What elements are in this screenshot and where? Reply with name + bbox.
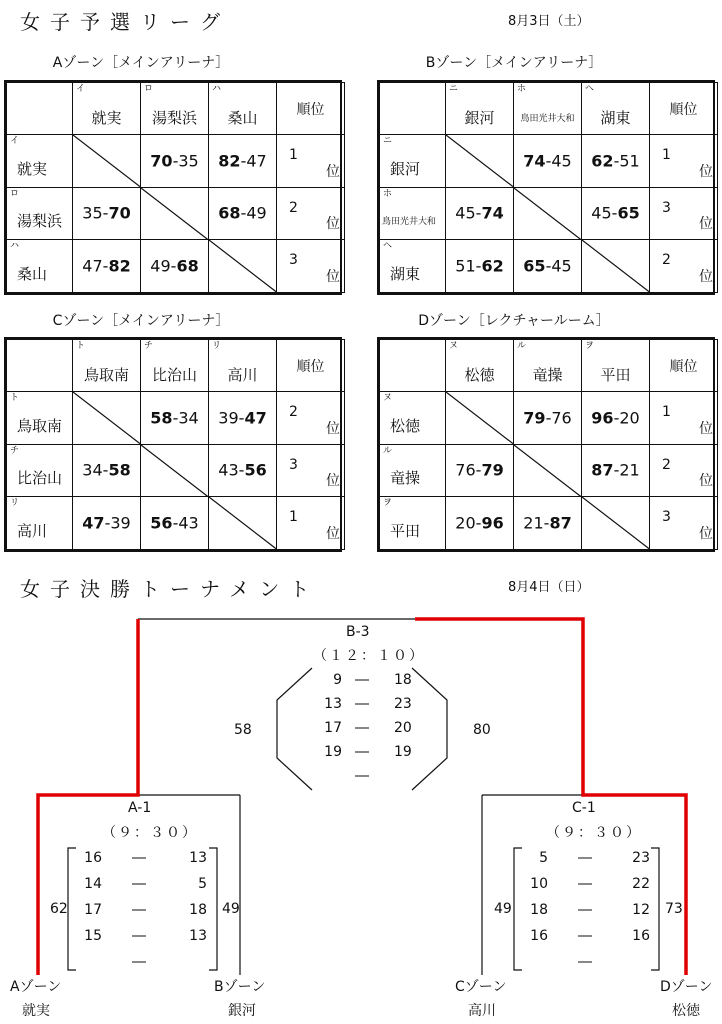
rank-header: 順位: [669, 101, 698, 118]
rank-number: 3: [289, 456, 298, 473]
score-opponent: 47: [246, 151, 267, 171]
match-score: 58-34: [150, 408, 199, 428]
team-kana: イ: [10, 136, 20, 146]
quarter-dash: ―: [355, 744, 369, 760]
semi-right-left-bracket: [514, 848, 522, 970]
quarter-score-right: 22: [632, 876, 650, 892]
semi-left-left-bracket: [68, 848, 76, 970]
quarter-dash: ―: [355, 696, 369, 712]
rank-header: 順位: [296, 101, 325, 118]
team-zone-a: Aゾーン: [10, 979, 62, 995]
score-opponent: 49: [246, 203, 267, 223]
rank-number: 1: [662, 147, 671, 163]
score-own: 47: [82, 256, 103, 276]
match-score: 74-45: [523, 151, 572, 171]
rank-number: 1: [289, 509, 298, 526]
team-kana: ハ: [212, 84, 222, 94]
team-kana: ト: [76, 341, 86, 351]
quarter-score-left: 5: [539, 850, 548, 866]
final-left-brace: [277, 668, 312, 790]
team-name: 鳥取南: [17, 416, 63, 435]
rank-number: 2: [662, 456, 671, 473]
final-match-label: B-3: [346, 624, 370, 640]
team-kana: イ: [76, 84, 86, 94]
match-score: 51-62: [455, 256, 504, 276]
score-opponent: 68: [176, 256, 199, 276]
match-score: 62-51: [591, 151, 640, 171]
score-opponent: 34: [178, 408, 199, 428]
team-kana: リ: [212, 341, 222, 351]
team-name: 高川: [227, 366, 258, 384]
team-name: 平田: [600, 366, 631, 384]
score-own: 43: [218, 460, 239, 480]
match-score: 65-45: [523, 256, 572, 276]
quarter-score-right: 20: [394, 720, 412, 736]
match-score: 20-96: [455, 513, 504, 533]
rank-number: 1: [662, 404, 671, 420]
rank-header: 順位: [296, 358, 325, 375]
score-opponent: 56: [244, 460, 267, 480]
team-name: 鳥田光井大和: [382, 217, 437, 228]
team-kana: ヌ: [449, 341, 459, 351]
score-own: 65: [523, 256, 546, 276]
team-kana: ロ: [10, 188, 20, 199]
team-name: 湯梨浜: [151, 109, 197, 127]
team-kana: チ: [10, 445, 20, 456]
match-score: 87-21: [591, 460, 640, 480]
rank-number: 3: [662, 199, 671, 216]
team-name: 比治山: [17, 469, 63, 488]
match-score: 39-47: [218, 408, 267, 428]
quarter-score-right: 12: [632, 902, 650, 918]
semi-right-label: C-1: [572, 800, 596, 816]
quarter-score-left: 16: [84, 850, 102, 866]
score-own: 47: [82, 513, 105, 533]
zone-b-title: Bゾーン［メインアリーナ］: [425, 55, 603, 71]
match-score: 43-56: [218, 460, 267, 480]
quarter-score-right: 18: [189, 902, 207, 918]
match-score: 21-87: [523, 513, 572, 533]
team-kana: ニ: [383, 136, 393, 146]
semi-left-right-bracket: [209, 848, 217, 970]
rank-unit: 位: [326, 420, 340, 437]
match-score: 47-39: [82, 513, 131, 533]
team-name: 湖東: [600, 109, 631, 127]
match-score: 47-82: [82, 256, 131, 276]
quarter-score-right: 13: [189, 850, 207, 866]
team-name: 鳥取南: [83, 366, 129, 384]
quarter-dash: ―: [578, 876, 592, 892]
quarter-score-left: 15: [84, 928, 102, 944]
rank-number: 2: [662, 252, 671, 269]
match-score: 96-20: [591, 408, 640, 428]
score-opponent: 45: [551, 256, 572, 276]
rank-unit: 位: [699, 163, 713, 180]
quarter-dash: ―: [132, 902, 146, 918]
rank-unit: 位: [326, 269, 340, 285]
prelim-title: 女子予選リーグ: [20, 10, 230, 34]
team-name: 松徳: [464, 366, 495, 384]
team-name: 竜操: [390, 469, 421, 488]
match-score: 82-47: [218, 151, 267, 171]
zone-d-title: Dゾーン［レクチャールーム］: [418, 313, 610, 329]
team-kana: ヘ: [383, 241, 393, 252]
quarter-dash: ―: [132, 954, 146, 970]
rank-number: 2: [289, 199, 298, 216]
semi-left-left-total: 62: [50, 901, 68, 917]
team-name: 湯梨浜: [17, 212, 63, 231]
match-score: 35-70: [82, 203, 131, 223]
score-opponent: 79: [481, 460, 504, 480]
quarter-score-left: 13: [324, 696, 342, 712]
team-name-b: 銀河: [228, 1003, 256, 1019]
rank-unit: 位: [699, 526, 713, 542]
quarter-score-left: 18: [530, 902, 548, 918]
quarter-score-left: 19: [324, 744, 342, 760]
team-kana: ヲ: [383, 498, 393, 509]
team-kana: ロ: [144, 84, 154, 94]
score-opponent: 82: [108, 256, 131, 276]
winner-path-left: [38, 619, 138, 975]
team-name: 高川: [17, 522, 48, 540]
quarter-score-right: 19: [394, 744, 412, 760]
score-own: 35: [82, 203, 103, 223]
team-kana: ホ: [383, 188, 393, 199]
score-opponent: 45: [551, 151, 572, 171]
score-opponent: 96: [481, 513, 504, 533]
score-own: 76: [455, 460, 476, 480]
score-own: 34: [82, 460, 103, 480]
final-right-total: 80: [473, 722, 491, 738]
score-own: 96: [591, 408, 614, 428]
score-own: 45: [455, 203, 476, 223]
zone-a-title: Aゾーン［メインアリーナ］: [52, 55, 230, 71]
match-score: 79-76: [523, 408, 572, 428]
team-name: 桑山: [227, 109, 258, 127]
team-kana: ハ: [10, 241, 20, 252]
semi-right-left-total: 49: [494, 901, 512, 917]
score-opponent: 43: [178, 513, 199, 533]
rank-number: 3: [289, 252, 298, 269]
quarter-score-left: 17: [84, 902, 102, 918]
match-score: 45-65: [591, 203, 640, 223]
quarter-dash: ―: [578, 954, 592, 970]
team-name: 鳥田光井大和: [520, 114, 575, 124]
quarter-dash: ―: [132, 850, 146, 866]
score-own: 74: [523, 151, 546, 171]
score-opponent: 51: [619, 151, 640, 171]
score-own: 79: [523, 408, 546, 428]
score-own: 87: [591, 460, 614, 480]
team-kana: チ: [144, 341, 154, 351]
team-name: 就実: [91, 109, 122, 127]
prelim-date: 8月3日（土）: [508, 14, 590, 29]
semi-left-label: A-1: [128, 800, 152, 816]
team-kana: ニ: [449, 84, 459, 94]
team-name: 松徳: [390, 416, 421, 435]
team-kana: ヌ: [383, 393, 393, 403]
quarter-score-right: 13: [189, 928, 207, 944]
score-own: 51: [455, 256, 476, 276]
quarter-score-left: 17: [324, 720, 342, 736]
team-kana: ヲ: [585, 341, 595, 351]
quarter-score-left: 16: [530, 928, 548, 944]
team-kana: ホ: [517, 84, 527, 94]
match-score: 70-35: [150, 151, 199, 171]
quarter-dash: ―: [355, 720, 369, 736]
quarter-dash: ―: [132, 876, 146, 892]
team-name: 比治山: [151, 366, 197, 384]
match-score: 68-49: [218, 203, 267, 223]
final-title: 女子決勝トーナメント: [20, 577, 320, 601]
score-opponent: 70: [108, 203, 131, 223]
quarter-dash: ―: [578, 850, 592, 866]
score-opponent: 76: [551, 408, 572, 428]
quarter-score-left: 10: [530, 876, 548, 892]
semi-left-time: （９：３０）: [102, 825, 198, 841]
quarter-score-right: 5: [198, 876, 207, 892]
semi-right-time: （９：３０）: [546, 825, 642, 841]
score-opponent: 21: [619, 460, 640, 480]
match-score: 49-68: [150, 256, 199, 276]
team-kana: ト: [10, 393, 20, 403]
quarter-dash: ―: [355, 768, 369, 784]
team-kana: ル: [383, 445, 393, 456]
score-opponent: 62: [481, 256, 504, 276]
final-match-time: （１２：１０）: [313, 648, 425, 664]
semi-left-right-total: 49: [222, 901, 240, 917]
rank-unit: 位: [326, 526, 340, 542]
rank-unit: 位: [699, 420, 713, 437]
team-name-a: 就実: [22, 1003, 50, 1019]
team-zone-c: Cゾーン: [455, 979, 507, 995]
semi-right-right-bracket: [651, 848, 659, 970]
team-name: 湖東: [390, 265, 421, 283]
score-own: 82: [218, 151, 241, 171]
score-opponent: 47: [244, 408, 267, 428]
team-name-c: 高川: [468, 1003, 496, 1019]
rank-number: 2: [289, 404, 298, 420]
match-score: 56-43: [150, 513, 199, 533]
quarter-dash: ―: [132, 928, 146, 944]
score-opponent: 65: [617, 203, 640, 223]
score-own: 68: [218, 203, 241, 223]
team-zone-b: Bゾーン: [214, 979, 266, 995]
semi-right-right-total: 73: [665, 901, 683, 917]
score-own: 20: [455, 513, 476, 533]
score-opponent: 74: [481, 203, 504, 223]
rank-unit: 位: [699, 269, 713, 285]
score-own: 39: [218, 408, 239, 428]
rank-unit: 位: [699, 216, 713, 233]
match-score: 45-74: [455, 203, 504, 223]
team-name: 銀河: [464, 109, 495, 127]
team-name-d: 松徳: [672, 1003, 700, 1019]
quarter-score-right: 16: [632, 928, 650, 944]
team-name: 竜操: [532, 366, 563, 384]
score-own: 21: [523, 513, 544, 533]
score-own: 49: [150, 256, 171, 276]
final-date: 8月4日（日）: [508, 580, 590, 595]
team-name: 平田: [390, 522, 421, 540]
score-opponent: 20: [619, 408, 640, 428]
team-kana: ヘ: [585, 84, 595, 94]
team-kana: リ: [10, 498, 20, 509]
score-own: 56: [150, 513, 173, 533]
score-own: 70: [150, 151, 173, 171]
score-own: 45: [591, 203, 612, 223]
quarter-score-left: 9: [333, 672, 342, 688]
match-score: 76-79: [455, 460, 504, 480]
rank-unit: 位: [699, 473, 713, 490]
quarter-score-right: 23: [632, 850, 650, 866]
match-score: 34-58: [82, 460, 131, 480]
score-opponent: 58: [108, 460, 131, 480]
team-name: 就実: [17, 159, 48, 178]
quarter-score-right: 23: [394, 696, 412, 712]
rank-unit: 位: [326, 473, 340, 490]
team-name: 銀河: [390, 159, 421, 178]
rank-header: 順位: [669, 358, 698, 375]
rank-unit: 位: [326, 163, 340, 180]
zone-c-title: Cゾーン［メインアリーナ］: [52, 313, 230, 329]
score-opponent: 39: [110, 513, 131, 533]
team-name: 桑山: [17, 265, 48, 283]
rank-number: 3: [662, 509, 671, 526]
score-own: 58: [150, 408, 173, 428]
quarter-dash: ―: [578, 902, 592, 918]
rank-number: 1: [289, 147, 298, 163]
quarter-score-left: 14: [84, 876, 102, 892]
team-kana: ル: [517, 341, 527, 351]
score-opponent: 87: [549, 513, 572, 533]
team-zone-d: Dゾーン: [660, 979, 713, 995]
quarter-score-right: 18: [394, 672, 412, 688]
winner-path-right: [415, 619, 686, 975]
quarter-dash: ―: [355, 672, 369, 688]
quarter-dash: ―: [578, 928, 592, 944]
score-own: 62: [591, 151, 614, 171]
final-left-total: 58: [234, 722, 252, 738]
rank-unit: 位: [326, 216, 340, 233]
score-opponent: 35: [178, 151, 199, 171]
